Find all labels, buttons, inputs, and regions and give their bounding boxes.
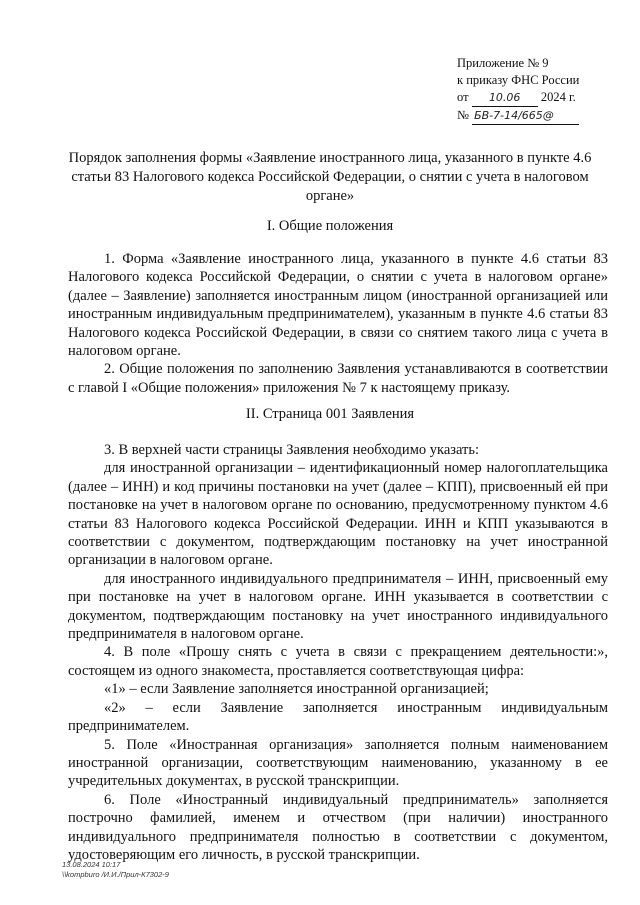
section-body-general [68,250,608,397]
document-title: Порядок заполнения формы «Заявление иностранного лица, указанного в пункте 4.6 статьи 83 Налогового кодекса Российской Федерации, о снятии с учета в налоговом органе» [68,150,592,204]
appendix-number-line [457,107,579,125]
appendix-order-ref: к приказу ФНС России [457,73,580,87]
paragraph: 3. В верхней части страницы Заявления необходимо указать: [104,442,480,458]
appendix-title: Приложение № 9 [457,56,549,70]
paragraph: 2. Общие положения по заполнению Заявления устанавливаются в соответствии с главой I «Общие положения» приложения № 7 к настоящему приказу. [68,361,608,396]
file-footer [62,860,169,880]
handwritten-date: 10.06 [472,89,538,107]
paragraph: для иностранного индивидуального предпринимателя – ИНН, присвоенный ему при постановке на учет в налоговом органе. ИНН указывается в соответствии с документом, подтверждающим постановку на учет иностранного индивидуального предпринимателя в налоговом органе. [68,570,608,643]
section-heading-general: I. Общие положения [266,218,394,234]
section-body-page001 [68,441,608,864]
paragraph: «2» – если Заявление заполняется иностранным индивидуальным предпринимателем. [68,699,608,735]
date-year: 2024 г. [540,90,576,104]
paragraph: «1» – если Заявление заполняется иностранной организацией; [104,681,489,698]
footer-filepath: \\kompburo /И.И./Прил-К7302-9 [62,870,169,879]
paragraph: 1. Форма «Заявление иностранного лица, указанного в пункте 4.6 статьи 83 Налогового кодекса Российской Федерации, о снятии с учета в налоговом органе» (далее – Заявление) заполняется иностранным лицом (иностранной организацией или иностранным индивидуальным предпринимателем), указанным в пункте 4.6 статьи 83 Налогового кодекса Российской Федерации, в связи со снятием такого лица с учета в налоговом органе. [68,251,608,360]
paragraph: 5. Поле «Иностранная организация» заполняется полным наименованием иностранной организации, соответствующим наименованию, указанному в ее учредительных документах, в русской транскрипции. [68,736,608,790]
appendix-block [457,55,579,125]
number-prefix: № [457,108,469,122]
footer-timestamp: 13.08.2024 10:17 [62,860,121,869]
paragraph: 6. Поле «Иностранный индивидуальный предприниматель» заполняется построчно фамилией, именем и отчеством (при наличии) иностранного индивидуального предпринимателя полностью в соответствии с документом, удостоверяющим его личность, в русской транскрипции. [68,791,608,863]
paragraph: 4. В поле «Прошу снять с учета в связи с прекращением деятельности:», состоящем из одного знакоместа, проставляется соответствующая цифра: [68,644,608,679]
paragraph: для иностранной организации – идентификационный номер налогоплательщика (далее – ИНН) и код причины постановки на учет (далее – КПП), присвоенный ей при постановке на учет в налоговом органе по основанию, предусмотренному пунктом 4.6 статьи 83 Налогового кодекса Российской Федерации. ИНН и КПП указываются в соответствии с документом, подтверждающим постановку на учет иностранной организации в налоговом органе. [68,460,608,569]
handwritten-number: БВ-7-14/665@ [472,107,579,125]
appendix-date-line [457,89,579,107]
date-prefix: от [457,90,469,104]
section-heading-page001: II. Страница 001 Заявления [245,406,415,422]
